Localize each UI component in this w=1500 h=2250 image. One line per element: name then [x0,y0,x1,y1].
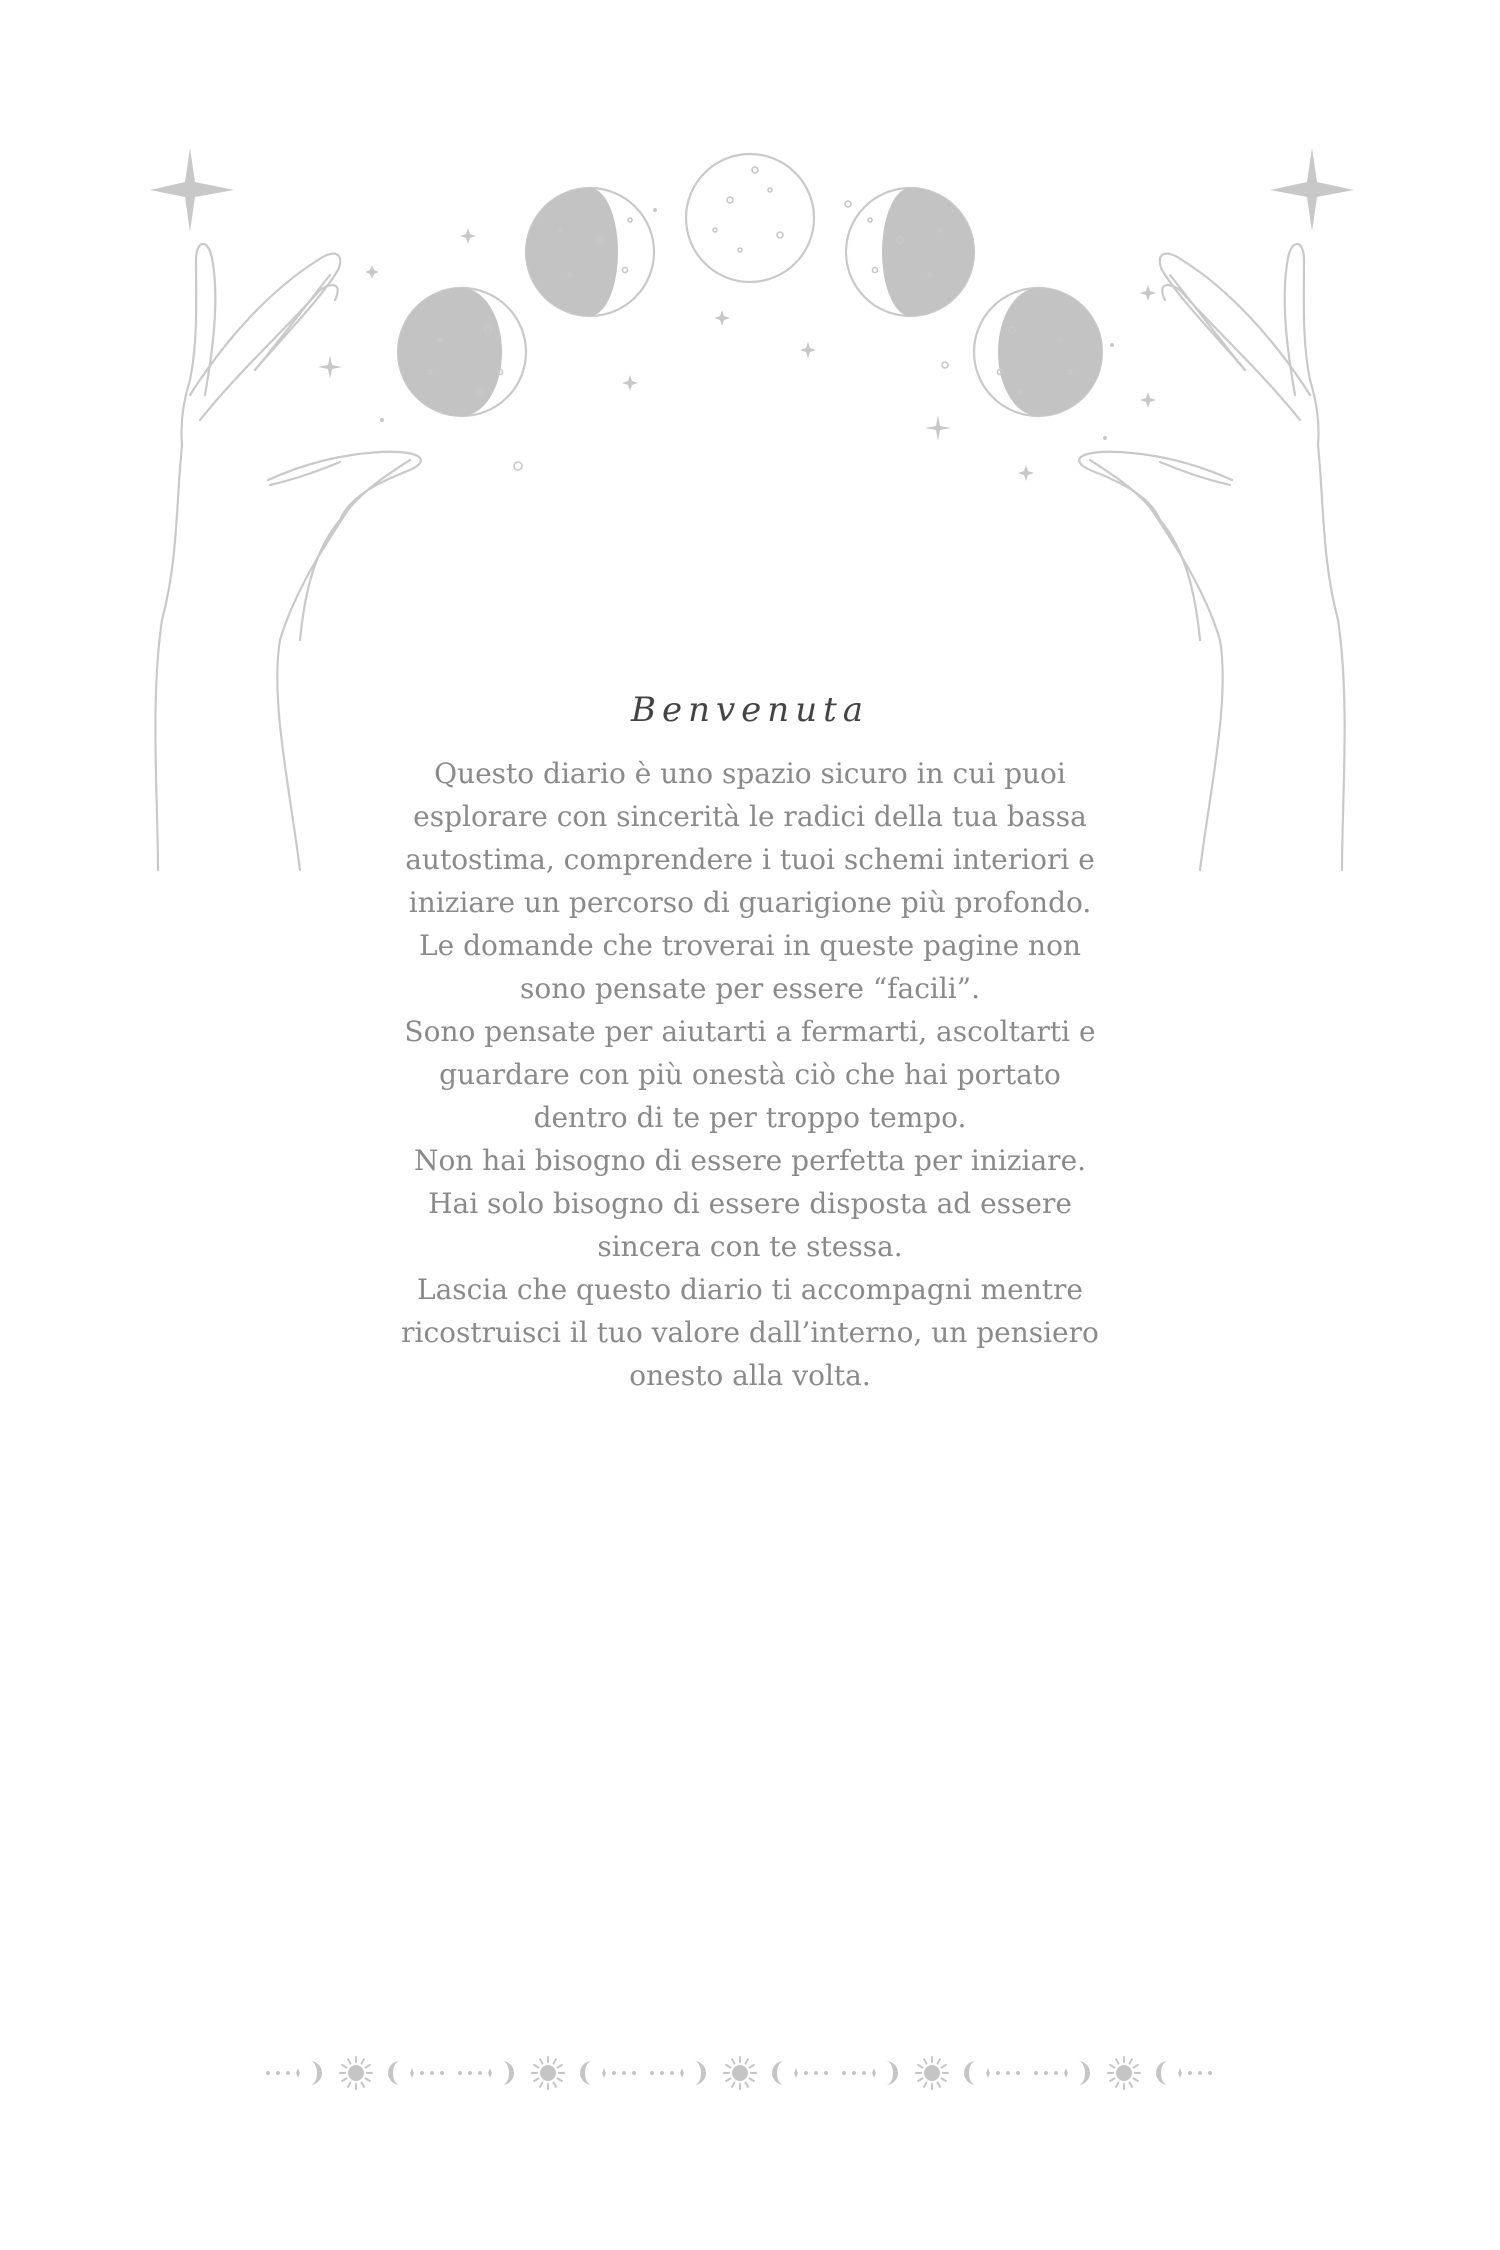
sun-ray [366,2079,370,2082]
ornament-dot [996,2071,1000,2075]
full-moon-icon [686,154,814,282]
ornament-dot [660,2071,664,2075]
sun-ray [1130,2059,1133,2063]
ornament-dot [458,2071,462,2075]
sun-ray [366,2065,370,2068]
ornament-dot [478,2071,482,2075]
paragraph: Questo diario è uno spazio sicuro in cui puoi esplorare con sincerità le radici della tua bassa autostima, comprendere i tuoi schemi interiori e iniziare un percorso di guarigione più profondo. [405,757,1095,919]
moon-icon [580,2061,592,2085]
moon-icon [772,2061,784,2085]
ornament-dot [1016,2071,1020,2075]
ornament-sparkle-icon [296,2068,300,2078]
sun-ray [924,2059,927,2063]
sun-ray [942,2079,946,2082]
ornament-dot [862,2071,866,2075]
sun-ray [918,2065,922,2068]
ornament-dot [804,2071,808,2075]
moon-icon [964,2061,976,2085]
right-star-icon [1270,148,1354,232]
waning-crescent-moon-icon [974,288,1102,416]
paragraph: Hai solo bisogno di essere disposta ad essere sincera con te stessa. [428,1187,1072,1263]
ornament-dot [1044,2071,1048,2075]
sun-icon [348,2065,364,2081]
sun-ray [942,2065,946,2068]
paragraph: Lascia che questo diario ti accompagni mentre ricostruisci il tuo valore dall’interno, un pensiero onesto alla volta. [401,1273,1099,1392]
ornament-dot [430,2071,434,2075]
ornament-dot [266,2071,270,2075]
sun-ray [726,2079,730,2082]
sun-icon [540,2065,556,2081]
sun-ray [534,2065,538,2068]
sun-ray [726,2065,730,2068]
sun-icon [924,2065,940,2081]
ornament-dot [612,2071,616,2075]
ornament-dot [842,2071,846,2075]
ornament-sparkle-icon [488,2068,492,2078]
moon-icon [502,2061,514,2085]
waxing-crescent-moon-icon [398,288,526,416]
sun-ray [938,2083,941,2087]
sun-ray [554,2059,557,2063]
sun-ray [362,2083,365,2087]
sun-ray [1134,2079,1138,2082]
sun-icon [732,2065,748,2081]
paragraph: Sono pensate per aiutarti a fermarti, ascoltarti e guardare con più onestà ciò che hai portato dentro di te per troppo tempo. [404,1015,1096,1134]
sun-ray [1130,2083,1133,2087]
right-hand-drawing [1079,244,1344,870]
moon-icon [1078,2061,1090,2085]
sun-ray [342,2065,346,2068]
ornament-dot [420,2071,424,2075]
sun-ray [1110,2065,1114,2068]
last-quarter-moon-icon [846,188,974,316]
ornament-sparkle-icon [410,2068,414,2078]
ornament-dot [1006,2071,1010,2075]
sun-ray [746,2083,749,2087]
sun-ray [362,2059,365,2063]
ornament-dot [286,2071,290,2075]
sun-ray [1110,2079,1114,2082]
moon-icon [1156,2061,1168,2085]
sun-ray [750,2065,754,2068]
moon-sun-ornament-border [260,2052,1220,2094]
ornament-dot [276,2071,280,2075]
sun-ray [540,2059,543,2063]
left-hand-drawing [155,244,420,870]
sun-ray [342,2079,346,2082]
ornament-sparkle-icon [1064,2068,1068,2078]
ornament-sparkle-icon [602,2068,606,2078]
ornament-sparkle-icon [986,2068,990,2078]
sun-ray [1116,2059,1119,2063]
ornament-sparkle-icon [872,2068,876,2078]
sun-ray [918,2079,922,2082]
sun-ray [348,2083,351,2087]
ornament-dot [440,2071,444,2075]
sun-ray [924,2083,927,2087]
moon-icon [886,2061,898,2085]
ornament-dot [814,2071,818,2075]
ornament-dot [670,2071,674,2075]
sun-ray [1134,2065,1138,2068]
sun-icon [1116,2065,1132,2081]
sun-ray [732,2083,735,2087]
sun-ray [938,2059,941,2063]
sun-ray [534,2079,538,2082]
sun-ray [554,2083,557,2087]
paragraph: Non hai bisogno di essere perfetta per iniziare. [413,1144,1087,1177]
sun-ray [558,2079,562,2082]
sun-ray [540,2083,543,2087]
sun-ray [348,2059,351,2063]
sun-ray [558,2065,562,2068]
moon-icon [388,2061,400,2085]
sun-ray [732,2059,735,2063]
paragraph: Le domande che troverai in queste pagine non sono pensate per essere “facili”. [419,929,1081,1005]
ornament-dot [468,2071,472,2075]
ornament-dot [824,2071,828,2075]
sun-ray [1116,2083,1119,2087]
ornament-dot [852,2071,856,2075]
ornament-dot [632,2071,636,2075]
ornament-dot [1054,2071,1058,2075]
ornament-dot [1208,2071,1212,2075]
ornament-dot [1198,2071,1202,2075]
ornament-sparkle-icon [1178,2068,1182,2078]
ornament-sparkle-icon [794,2068,798,2078]
first-quarter-moon-icon [526,188,654,316]
ornament-sparkle-icon [680,2068,684,2078]
sun-ray [746,2059,749,2063]
ornament-dot [622,2071,626,2075]
page-title: Benvenuta [630,690,870,730]
ornament-dot [1034,2071,1038,2075]
welcome-text [400,752,1100,1397]
moon-icon [310,2061,322,2085]
sun-ray [750,2079,754,2082]
moon-icon [694,2061,706,2085]
left-star-icon [150,148,234,232]
ornament-dot [1188,2071,1192,2075]
ornament-dot [650,2071,654,2075]
